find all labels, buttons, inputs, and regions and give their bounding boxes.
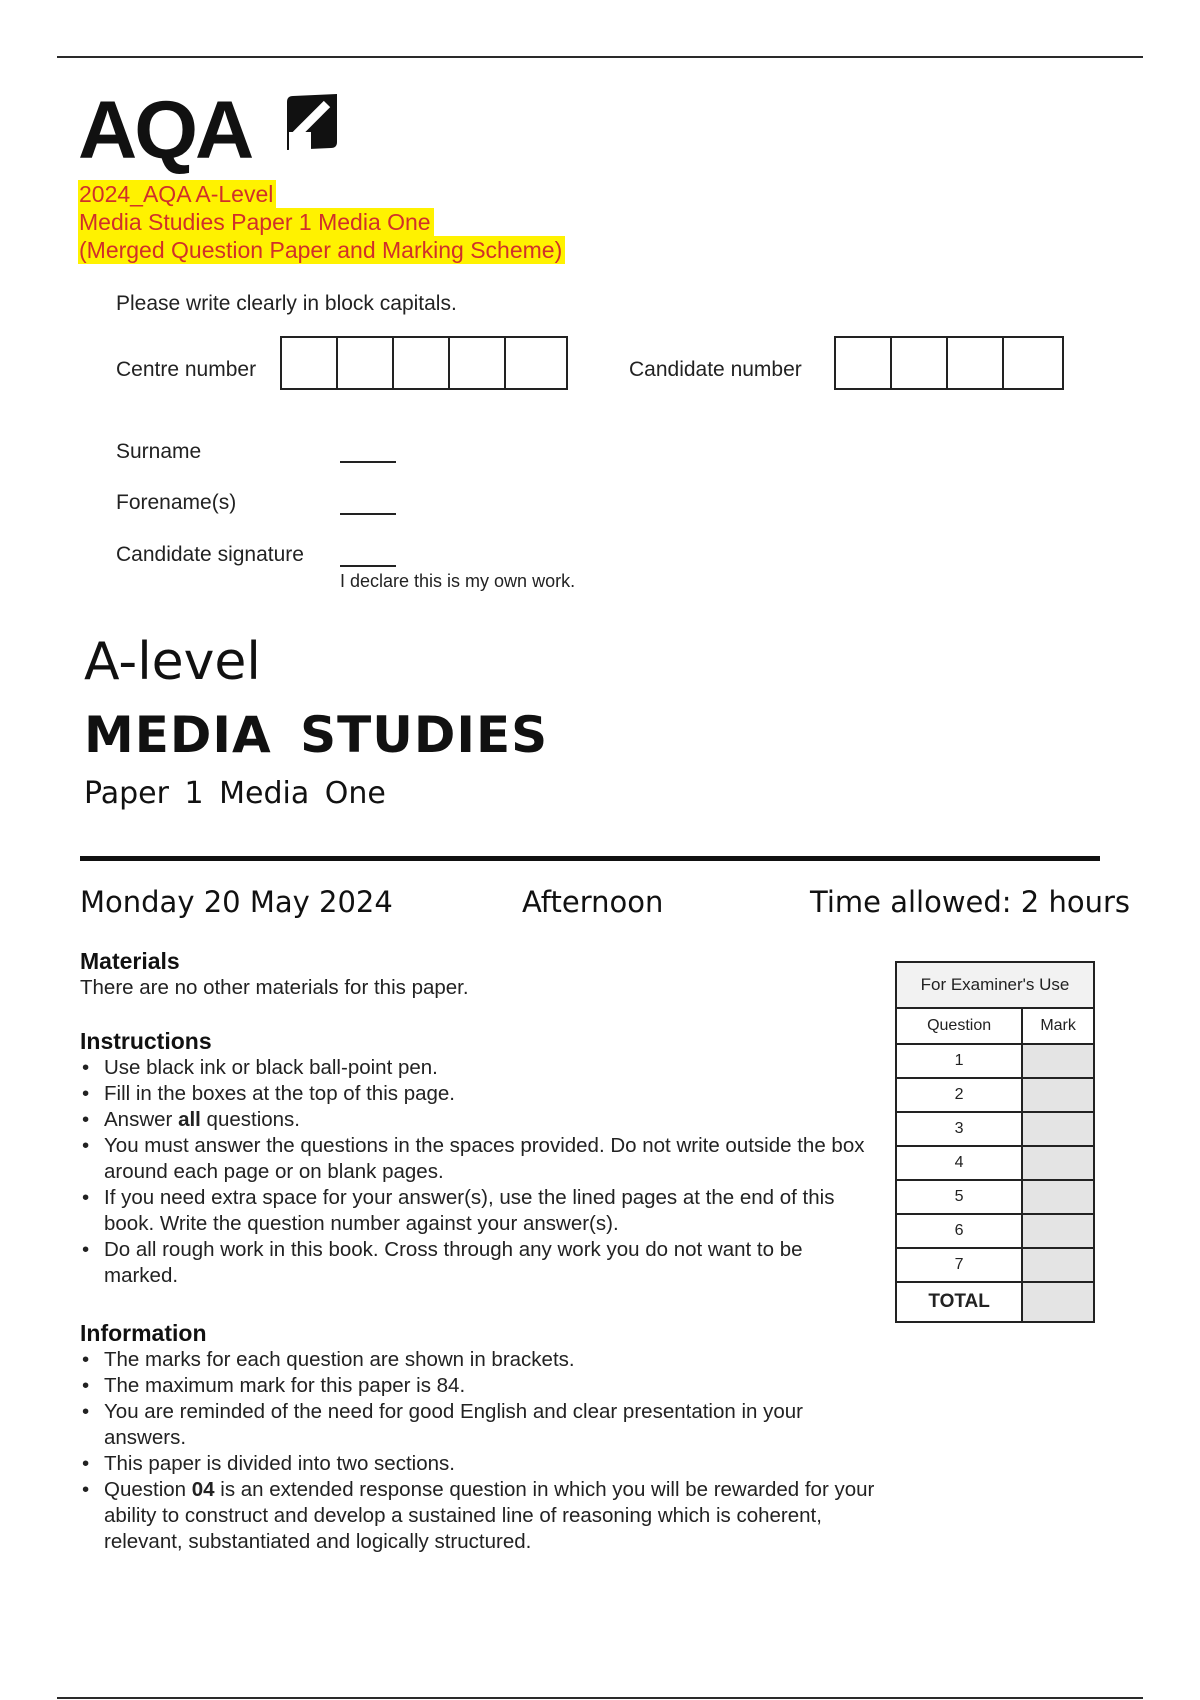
exam-date: Monday 20 May 2024 (80, 885, 393, 919)
list-item: • You are reminded of the need for good English and clear presentation in your answers. (80, 1399, 880, 1451)
list-item: • The marks for each question are shown in brackets. (80, 1347, 880, 1373)
mark-cell (1022, 1078, 1094, 1112)
candidate-number-box[interactable] (836, 338, 892, 388)
table-row (896, 1214, 1094, 1248)
total-label: TOTAL (896, 1282, 1022, 1322)
information-section (80, 1320, 880, 1555)
centre-number-box[interactable] (338, 338, 394, 388)
list-item: • Do all rough work in this book. Cross through any work you do not want to be marked. (80, 1237, 880, 1289)
forename-field[interactable] (340, 513, 396, 515)
list-item: • Question 04 is an extended response question in which you will be rewarded for your ability to construct and develop a sustained line of reasoning which is coherent, relevant, substantiated and logically structured. (80, 1477, 880, 1555)
logo-text: AQA (78, 85, 252, 176)
top-rule (57, 56, 1143, 58)
paper-title: Paper 1 Media One (84, 776, 386, 811)
centre-number-box[interactable] (282, 338, 338, 388)
candidate-number-box[interactable] (948, 338, 1004, 388)
centre-number-box[interactable] (394, 338, 450, 388)
declaration-text: I declare this is my own work. (340, 571, 576, 591)
mark-cell (1022, 1214, 1094, 1248)
question-number-cell: 2 (896, 1078, 1022, 1112)
qualification-level: A-level (84, 632, 261, 692)
list-item: • The maximum mark for this paper is 84. (80, 1373, 880, 1399)
question-number-cell: 3 (896, 1112, 1022, 1146)
centre-number-label: Centre number (116, 358, 257, 381)
candidate-number-box[interactable] (1004, 338, 1060, 388)
logo-leaf-icon (281, 92, 343, 154)
centre-number-box[interactable] (506, 338, 562, 388)
signature-label: Candidate signature (116, 543, 304, 566)
banner-line-3: (Merged Question Paper and Marking Scheme) (78, 236, 565, 264)
instructions-heading: Instructions (80, 1028, 212, 1054)
section-divider (80, 856, 1100, 861)
bottom-rule (57, 1697, 1143, 1699)
question-column-header: Question (896, 1008, 1022, 1044)
list-item: • You must answer the questions in the spaces provided. Do not write outside the box around each page or on blank pages. (80, 1133, 880, 1185)
surname-field[interactable] (340, 461, 396, 463)
table-row (896, 1180, 1094, 1214)
centre-number-box[interactable] (450, 338, 506, 388)
list-item: • Use black ink or black ball-point pen. (80, 1055, 880, 1081)
subject-title: MEDIA STUDIES (84, 706, 549, 764)
question-number-cell: 7 (896, 1248, 1022, 1282)
table-row (896, 1248, 1094, 1282)
centre-number-boxes[interactable] (280, 336, 568, 390)
block-capitals-instruction: Please write clearly in block capitals. (116, 292, 457, 315)
list-item: • Answer all questions. (80, 1107, 880, 1133)
question-number-cell: 4 (896, 1146, 1022, 1180)
mark-column-header: Mark (1022, 1008, 1094, 1044)
question-number-cell: 5 (896, 1180, 1022, 1214)
list-item: • Fill in the boxes at the top of this page. (80, 1081, 880, 1107)
aqa-logo (78, 85, 340, 180)
examiner-table-title: For Examiner's Use (896, 962, 1094, 1008)
title-banner (78, 180, 565, 264)
total-mark-cell (1022, 1282, 1094, 1322)
materials-section (80, 948, 880, 1001)
instructions-section (80, 1028, 880, 1289)
examiner-use-table (895, 961, 1095, 1323)
information-list (80, 1347, 880, 1555)
question-number-cell: 6 (896, 1214, 1022, 1248)
mark-cell (1022, 1044, 1094, 1078)
banner-line-2: Media Studies Paper 1 Media One (78, 208, 434, 236)
materials-heading: Materials (80, 948, 180, 974)
banner-line-1: 2024_AQA A-Level (78, 180, 276, 208)
time-allowed: Time allowed: 2 hours (810, 885, 1130, 919)
mark-cell (1022, 1112, 1094, 1146)
mark-cell (1022, 1180, 1094, 1214)
mark-cell (1022, 1146, 1094, 1180)
materials-text: There are no other materials for this paper. (80, 976, 469, 999)
mark-cell (1022, 1248, 1094, 1282)
instructions-list (80, 1055, 880, 1289)
candidate-number-boxes[interactable] (834, 336, 1064, 390)
list-item: • This paper is divided into two sections. (80, 1451, 880, 1477)
table-row (896, 1078, 1094, 1112)
question-number-cell: 1 (896, 1044, 1022, 1078)
table-row (896, 1146, 1094, 1180)
forename-label: Forename(s) (116, 491, 237, 514)
candidate-number-label: Candidate number (629, 358, 802, 381)
exam-session: Afternoon (522, 885, 664, 919)
information-heading: Information (80, 1320, 207, 1346)
signature-field[interactable] (340, 565, 396, 567)
list-item: • If you need extra space for your answer(s), use the lined pages at the end of this book. Write the question number against your answer(s). (80, 1185, 880, 1237)
table-row (896, 1112, 1094, 1146)
table-row (896, 1044, 1094, 1078)
surname-label: Surname (116, 440, 202, 463)
candidate-number-box[interactable] (892, 338, 948, 388)
